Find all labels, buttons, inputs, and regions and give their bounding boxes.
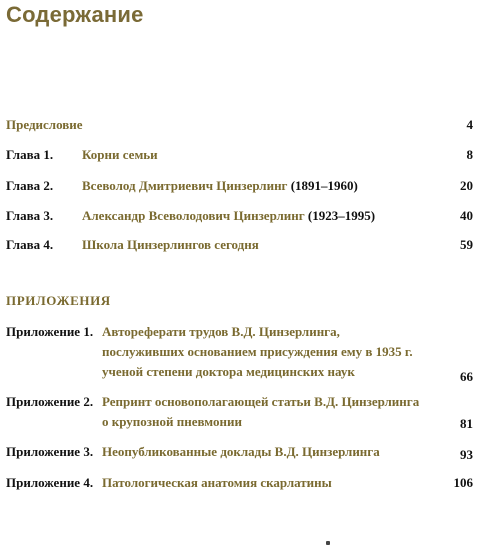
appendix-entry-title: Неопубликованные доклады В.Д. Цинзерлинга (102, 444, 380, 459)
toc-entry-title: Предисловие (6, 117, 83, 132)
toc-entry-title: Школа Цинзерлингов сегодня (82, 237, 259, 252)
toc-entry-title (82, 176, 358, 196)
toc-entry-page: 4 (466, 117, 473, 132)
toc-entry-page: 8 (466, 147, 473, 162)
toc-entry-title-main: Всеволод Дмитриевич Цинзерлинг (82, 178, 288, 193)
appendix-entry-title (102, 322, 413, 382)
appendix-entry-title-line: Автореферати трудов В.Д. Цинзерлинга, (102, 324, 340, 339)
appendix-entry-page: 93 (460, 447, 473, 462)
appendix-entry-page: 106 (453, 475, 473, 490)
appendix-entry-2[interactable] (6, 392, 473, 434)
appendix-entry-label: Приложение 1. (6, 324, 94, 339)
toc-entry-title-years: (1891–1960) (287, 178, 358, 193)
toc-entry-label: Глава 3. (6, 208, 54, 223)
appendix-entry-title-line: о крупозной пневмонии (102, 414, 242, 429)
appendix-entry-1[interactable] (6, 322, 473, 382)
appendix-entry-page: 81 (460, 416, 473, 431)
appendix-entry-page: 66 (460, 369, 473, 384)
toc-entry-label: Глава 4. (6, 237, 54, 252)
scan-speck (326, 541, 330, 545)
toc-entry-title (82, 206, 375, 226)
appendix-entry-label: Приложение 2. (6, 394, 94, 409)
appendix-entry-title (102, 392, 419, 432)
toc-entry-title-main: Александр Всеволодович Цинзерлинг (82, 208, 305, 223)
toc-entry-title: Корни семьи (82, 147, 158, 162)
toc-entry-label: Глава 1. (6, 147, 54, 162)
appendix-entry-title-line: ученой степени доктора медицинских наук (102, 364, 355, 379)
toc-entry-title-years: (1923–1995) (304, 208, 376, 223)
appendix-entry-label: Приложение 3. (6, 444, 94, 459)
toc-entry-page: 40 (460, 208, 473, 223)
appendix-heading: ПРИЛОЖЕНИЯ (6, 293, 111, 308)
appendix-entry-title-line: послуживших основанием присуждения ему в 1935 г. (102, 344, 413, 359)
toc-entry-label: Глава 2. (6, 178, 54, 193)
toc-entry-page: 20 (460, 178, 473, 193)
toc-entry-page: 59 (460, 237, 473, 252)
appendix-entry-title: Патологическая анатомия скарлатины (102, 475, 332, 490)
appendix-entry-title-line: Репринт основополагающей статьи В.Д. Цинзерлинга (102, 394, 420, 409)
page-title: Содержание (6, 2, 144, 27)
appendix-entry-label: Приложение 4. (6, 475, 94, 490)
